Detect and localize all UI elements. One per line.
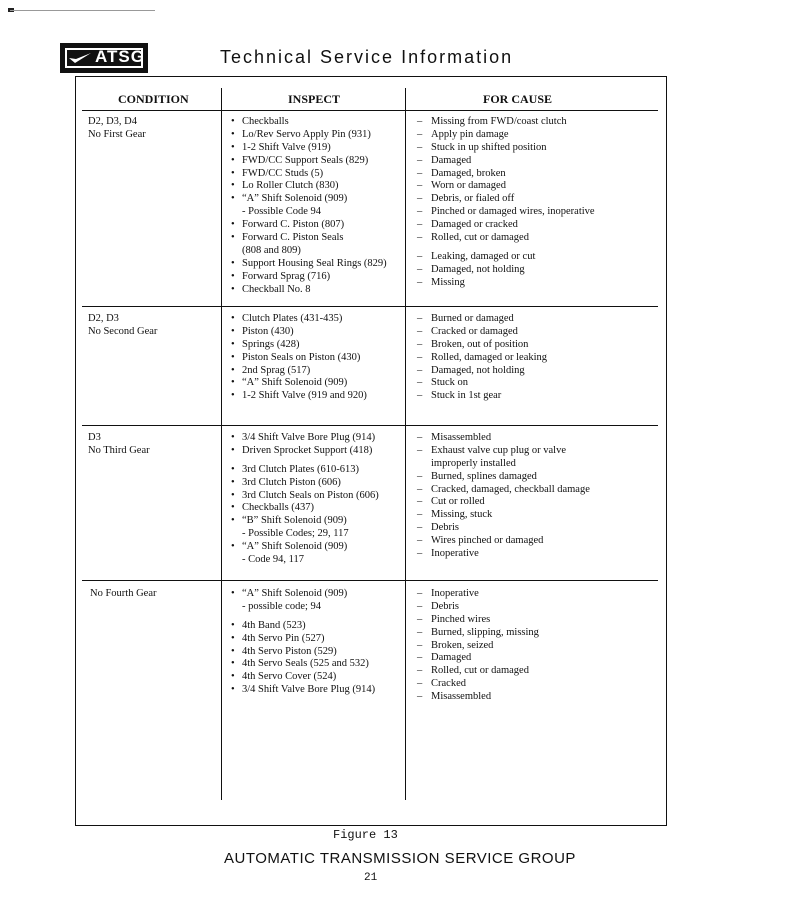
cause-item: – Burned, splines damaged: [417, 471, 662, 484]
condition-cell: [88, 313, 218, 339]
cause-item: – Cracked, damaged, checkball damage: [417, 484, 662, 497]
cause-item: – Worn or damaged: [417, 180, 662, 193]
inspect-item: • “B” Shift Solenoid (909): [231, 515, 406, 528]
condition-cell: [90, 588, 220, 601]
cause-item: – Missing from FWD/coast clutch: [417, 116, 662, 129]
cause-item: – Missing: [417, 277, 662, 290]
inspect-item: • 4th Servo Seals (525 and 532): [231, 658, 406, 671]
cause-item: – Apply pin damage: [417, 129, 662, 142]
inspect-item: • Springs (428): [231, 339, 406, 352]
cause-item: – Debris, or fialed off: [417, 193, 662, 206]
inspect-item: • 3rd Clutch Plates (610-613): [231, 464, 406, 477]
cause-cell: [417, 313, 662, 403]
column-header-inspect: INSPECT: [288, 92, 341, 106]
inspect-item: • Piston Seals on Piston (430): [231, 352, 406, 365]
cause-item: – Burned, slipping, missing: [417, 627, 662, 640]
cause-item: – Debris: [417, 522, 662, 535]
condition-text: D2, D3: [88, 313, 119, 324]
inspect-item: • Clutch Plates (431-435): [231, 313, 406, 326]
cause-item: – Cracked or damaged: [417, 326, 662, 339]
cause-cell: [417, 588, 662, 704]
cause-item: – Cracked: [417, 678, 662, 691]
cause-item: – Damaged: [417, 155, 662, 168]
inspect-item: • Forward C. Piston Seals: [231, 232, 406, 245]
inspect-cell: [231, 116, 406, 296]
inspect-item: • 2nd Sprag (517): [231, 365, 406, 378]
cause-item: – Stuck in 1st gear: [417, 390, 662, 403]
inspect-item: • Forward C. Piston (807): [231, 219, 406, 232]
inspect-cell: [231, 432, 406, 567]
cause-item: – Inoperative: [417, 548, 662, 561]
inspect-item: • Checkballs (437): [231, 502, 406, 515]
footer-text: AUTOMATIC TRANSMISSION SERVICE GROUP: [224, 850, 576, 867]
inspect-item: • Support Housing Seal Rings (829): [231, 258, 406, 271]
top-rule: [10, 10, 155, 11]
cause-item: – Pinched or damaged wires, inoperative: [417, 206, 662, 219]
inspect-note: - Possible Codes; 29, 117: [242, 528, 349, 540]
inspect-item: • 3/4 Shift Valve Bore Plug (914): [231, 684, 406, 697]
inspect-note: - Code 94, 117: [242, 554, 305, 566]
cause-item: – Leaking, damaged or cut: [417, 251, 662, 264]
cause-item: – Rolled, cut or damaged: [417, 232, 662, 245]
inspect-item: • 3rd Clutch Piston (606): [231, 477, 406, 490]
page-title: Technical Service Information: [220, 47, 514, 67]
cause-cell: [417, 432, 662, 561]
inspect-item: • Checkball No. 8: [231, 284, 406, 297]
inspect-item: • Lo Roller Clutch (830): [231, 180, 406, 193]
cause-item: – Burned or damaged: [417, 313, 662, 326]
row-separator: [82, 580, 658, 581]
cause-item: – Debris: [417, 601, 662, 614]
page-number: 21: [364, 872, 378, 884]
condition-text: No Fourth Gear: [90, 588, 157, 599]
cause-item: – Damaged, not holding: [417, 365, 662, 378]
condition-cell: [88, 116, 218, 142]
condition-cell: [88, 432, 218, 458]
cause-item: – Wires pinched or damaged: [417, 535, 662, 548]
inspect-item: • 4th Servo Piston (529): [231, 646, 406, 659]
cause-cell: [417, 116, 662, 290]
cause-item: improperly installed: [431, 457, 516, 469]
inspect-item: • 1-2 Shift Valve (919 and 920): [231, 390, 406, 403]
cause-item: – Exhaust valve cup plug or valve: [417, 445, 662, 458]
cause-item: – Misassembled: [417, 691, 662, 704]
cause-item: – Rolled, damaged or leaking: [417, 352, 662, 365]
cause-item: – Broken, out of position: [417, 339, 662, 352]
checkmark-swoosh-icon: [68, 52, 92, 64]
cause-item: – Cut or rolled: [417, 496, 662, 509]
cause-item: – Damaged: [417, 652, 662, 665]
inspect-item: • Checkballs: [231, 116, 406, 129]
row-separator: [82, 425, 658, 426]
inspect-item: • Forward Sprag (716): [231, 271, 406, 284]
cause-item: – Damaged or cracked: [417, 219, 662, 232]
inspect-item: • 3/4 Shift Valve Bore Plug (914): [231, 432, 406, 445]
atsg-logo: [60, 43, 148, 73]
inspect-item: • “A” Shift Solenoid (909): [231, 541, 406, 554]
row-separator: [82, 306, 658, 307]
condition-text: No First Gear: [88, 128, 146, 140]
inspect-item: • 4th Servo Pin (527): [231, 633, 406, 646]
cause-item: – Rolled, cut or damaged: [417, 665, 662, 678]
inspect-item: • Lo/Rev Servo Apply Pin (931): [231, 129, 406, 142]
inspect-cell: [231, 588, 406, 697]
figure-caption: Figure 13: [333, 828, 398, 842]
inspect-item: • 4th Servo Cover (524): [231, 671, 406, 684]
cause-item: – Pinched wires: [417, 614, 662, 627]
inspect-cell: [231, 313, 406, 403]
inspect-item: • 4th Band (523): [231, 620, 406, 633]
column-header-condition: CONDITION: [118, 92, 189, 106]
cause-item: – Missing, stuck: [417, 509, 662, 522]
column-header-cause: FOR CAUSE: [483, 92, 553, 106]
cause-item: – Damaged, broken: [417, 168, 662, 181]
cause-item: – Broken, seized: [417, 640, 662, 653]
condition-text: No Third Gear: [88, 444, 150, 456]
cause-item: – Stuck in up shifted position: [417, 142, 662, 155]
logo-text: ATSG: [95, 47, 145, 66]
cause-item: – Damaged, not holding: [417, 264, 662, 277]
inspect-note: (808 and 809): [242, 244, 301, 256]
cause-item: – Stuck on: [417, 377, 662, 390]
inspect-item: • “A” Shift Solenoid (909): [231, 377, 406, 390]
condition-text: D2, D3, D4: [88, 116, 137, 127]
inspect-item: • FWD/CC Support Seals (829): [231, 155, 406, 168]
column-divider: [221, 88, 222, 800]
inspect-note: - possible code; 94: [242, 600, 322, 612]
header-rule: [82, 110, 658, 111]
inspect-item: • “A” Shift Solenoid (909): [231, 193, 406, 206]
inspect-item: • Driven Sprocket Support (418): [231, 445, 406, 458]
cause-item: – Inoperative: [417, 588, 662, 601]
inspect-item: • Piston (430): [231, 326, 406, 339]
condition-text: D3: [88, 432, 101, 443]
inspect-item: • FWD/CC Studs (5): [231, 168, 406, 181]
condition-text: No Second Gear: [88, 325, 158, 337]
inspect-item: • 3rd Clutch Seals on Piston (606): [231, 490, 406, 503]
cause-item: – Misassembled: [417, 432, 662, 445]
inspect-item: • 1-2 Shift Valve (919): [231, 142, 406, 155]
inspect-note: - Possible Code 94: [242, 206, 322, 218]
inspect-item: • “A” Shift Solenoid (909): [231, 588, 406, 601]
